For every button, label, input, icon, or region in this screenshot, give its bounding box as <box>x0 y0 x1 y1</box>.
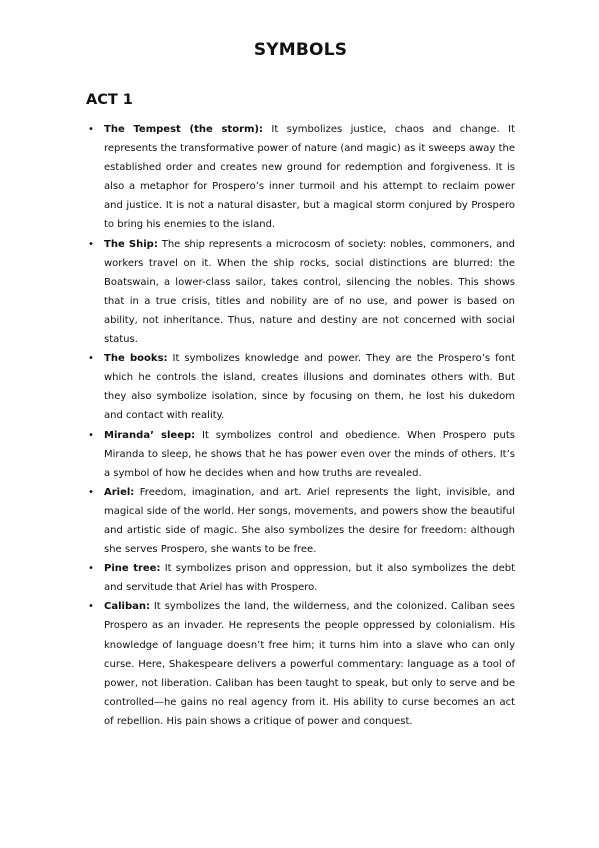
list-item-miranda-sleep <box>86 426 515 483</box>
item-text: It symbolizes knowledge and power. They are the Prospero’s font which he controls the island, creates illusions and dominates others with. But they also symbolize isolation, since by focusing on them, he lost his dukedom and contact with reality. <box>104 353 515 422</box>
item-text: It symbolizes the land, the wilderness, and the colonized. Caliban sees Prospero as an invader. He represents the people oppressed by colonialism. His knowledge of language doesn’t free him; it turns him into a slave who can only curse. Here, Shakespeare delivers a powerful commentary: language as a tool of power, not liberation. Caliban has been taught to speak, but only to serve and be controlled—he gains no real agency from it. His ability to curse becomes an act of rebellion. His pain shows a critique of power and conquest. <box>104 601 515 727</box>
item-text: It symbolizes justice, chaos and change. It represents the transformative power of nature (and magic) as it sweeps away the established order and creates new ground for redemption and forgiveness. It is also a metaphor for Prospero’s inner turmoil and his attempt to reclaim power and justice. It is not a natural disaster, but a magical storm conjured by Prospero to bring his enemies to the island. <box>104 124 516 231</box>
bullet-icon: • <box>88 238 94 250</box>
list-item-caliban <box>86 597 515 731</box>
item-term: The Ship: <box>104 238 158 250</box>
item-term: Pine tree: <box>104 563 161 575</box>
bullet-icon: • <box>88 486 94 498</box>
list-item-pine-tree <box>86 559 515 597</box>
item-text: Freedom, imagination, and art. Ariel represents the light, invisible, and magical side of the world. Her songs, movements, and powers show the beautiful and artistic side of magic. She also symbolizes the desire for freedom: although she serves Prospero, she wants to be free. <box>104 486 515 556</box>
symbols-list <box>86 120 515 731</box>
bullet-icon: • <box>88 353 94 365</box>
item-term: Caliban: <box>104 601 150 613</box>
bullet-icon: • <box>88 124 94 135</box>
list-item-ship <box>86 235 515 350</box>
item-text: The ship represents a microcosm of society: nobles, commoners, and workers travel on it. When the ship rocks, social distinctions are blurred: the Boatswain, a lower-class sailor, takes control, silencing the nobles. This shows that in a true crisis, titles and nobility are of no use, and power is based on ability, not inheritance. Thus, nature and destiny are not concerned with social status. <box>104 238 515 346</box>
item-term: The books: <box>104 353 168 365</box>
bullet-icon: • <box>88 563 94 575</box>
list-item-ariel <box>86 483 515 559</box>
item-term: The Tempest (the storm): <box>104 124 263 135</box>
list-item-books <box>86 349 515 425</box>
bullet-icon: • <box>88 429 94 441</box>
section-heading-act-1: ACT 1 <box>86 92 133 108</box>
bullet-icon: • <box>88 601 94 613</box>
list-item-tempest <box>86 120 515 235</box>
item-term: Ariel: <box>104 486 135 498</box>
item-text: It symbolizes control and obedience. When Prospero puts Miranda to sleep, he shows that he has power even over the minds of others. It’s a symbol of how he decides when and how truths are revealed. <box>104 429 515 479</box>
item-term: Miranda’ sleep: <box>104 429 196 441</box>
item-text: It symbolizes prison and oppression, but it also symbolizes the debt and servitude that Ariel has with Prospero. <box>104 563 515 594</box>
document-title: SYMBOLS <box>253 40 348 60</box>
